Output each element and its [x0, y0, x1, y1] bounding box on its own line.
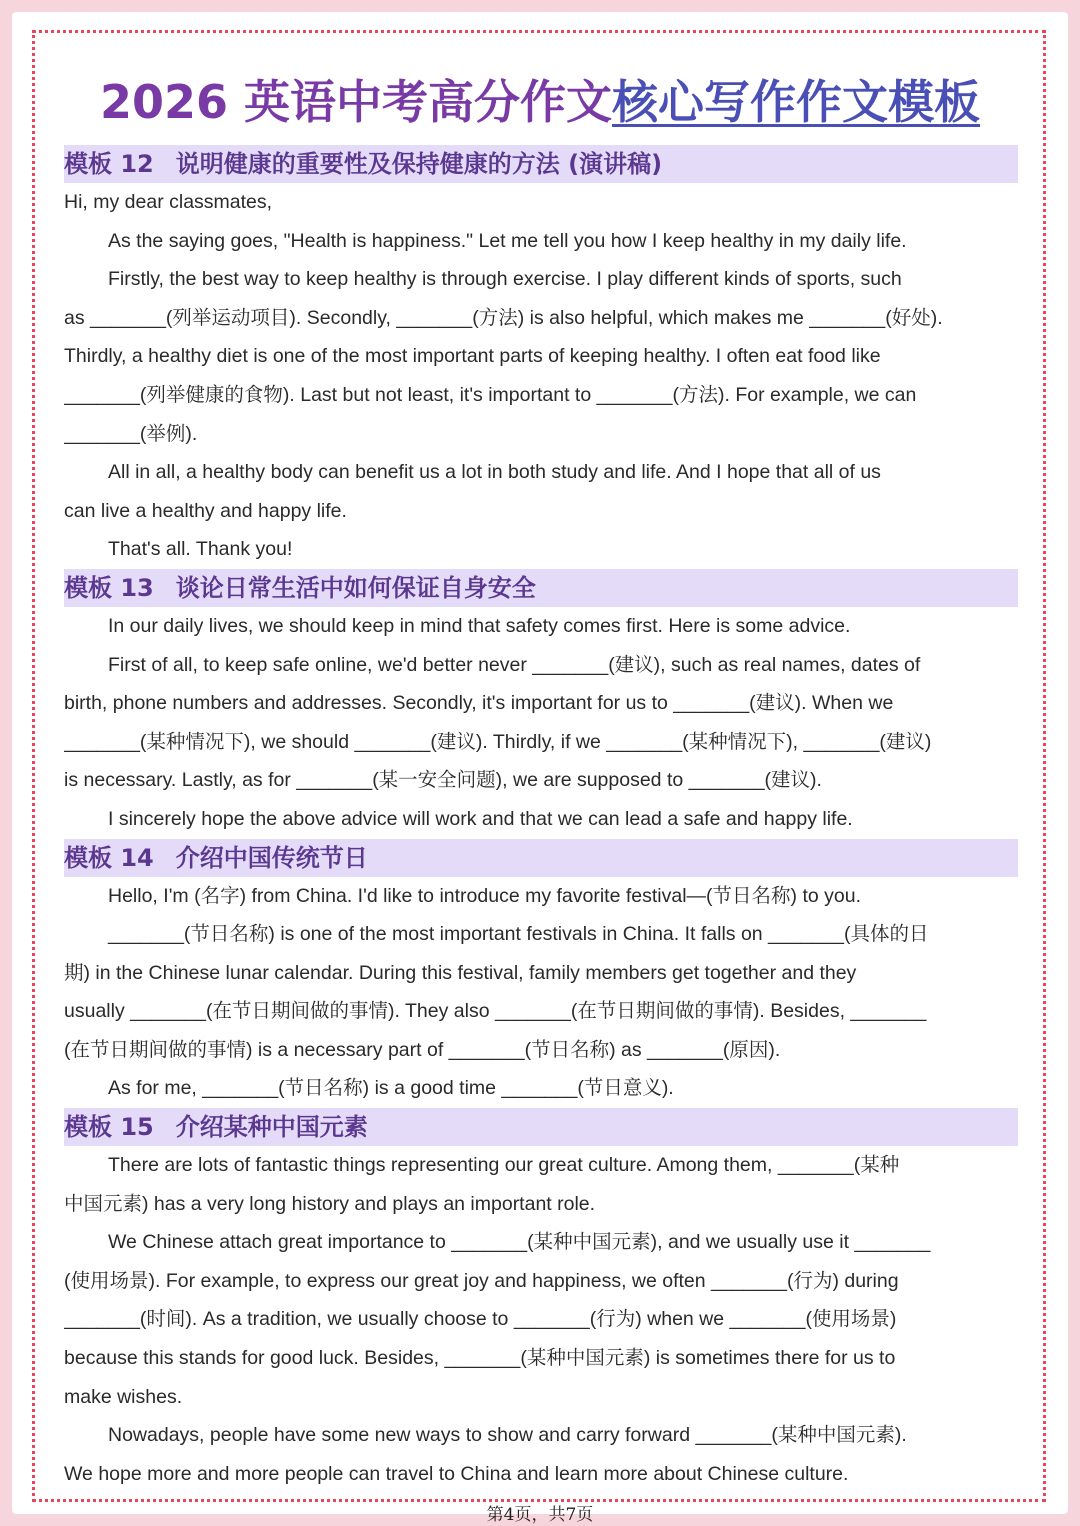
text-line: Nowadays, people have some new ways to show and carry forward _______(某种中国元素). — [108, 1424, 907, 1447]
text-line: Thirdly, a healthy diet is one of the most important parts of keeping healthy. I often eat food like — [64, 345, 881, 368]
text-line: We hope more and more people can travel to China and learn more about Chinese culture. — [64, 1462, 849, 1485]
text-line: I sincerely hope the above advice will work and that we can lead a safe and happy life. — [108, 807, 853, 830]
text-line: _______(列举健康的食物). Last but not least, it's important to _______(方法). For example, we can — [64, 383, 917, 406]
section-heading-12 — [64, 145, 1018, 183]
text-line: 期) in the Chinese lunar calendar. During this festival, family members get together and they — [64, 961, 857, 984]
text-line: make wishes. — [64, 1385, 183, 1408]
section-title: 谈论日常生活中如何保证自身安全 — [175, 573, 536, 602]
text-line: There are lots of fantastic things representing our great culture. Among them, _______(某种 — [108, 1154, 900, 1177]
text-line: because this stands for good luck. Besides, _______(某种中国元素) is sometimes there for us to — [64, 1347, 896, 1370]
text-line: As the saying goes, "Health is happiness." Let me tell you how I keep healthy in my daily life. — [108, 229, 907, 252]
section-title: 介绍某种中国元素 — [175, 1113, 368, 1142]
section-title: 说明健康的重要性及保持健康的方法 (演讲稿) — [175, 150, 663, 178]
text-line: as _______(列举运动项目). Secondly, _______(方法) is also helpful, which makes me _______(好处). — [64, 306, 943, 329]
text-line: _______(节日名称) is one of the most important festivals in China. It falls on _______(具体的日 — [108, 923, 929, 946]
text-line: birth, phone numbers and addresses. Secondly, it's important for us to _______(建议). When we — [64, 692, 894, 715]
text-line: _______(举例). — [64, 422, 198, 445]
section-heading-15 — [64, 1108, 1018, 1146]
section-label: 模板 15 — [64, 1113, 154, 1142]
text-line: (在节日期间做的事情) is a necessary part of _______(节日名称) as _______(原因). — [64, 1038, 781, 1061]
text-line: _______(某种情况下), we should _______(建议). Thirdly, if we _______(某种情况下), _______(建议) — [64, 730, 932, 753]
section-label: 模板 14 — [64, 843, 154, 872]
page-title — [0, 70, 1080, 134]
text-line: Firstly, the best way to keep healthy is through exercise. I play different kinds of sports, such — [108, 268, 902, 291]
section-label: 模板 12 — [64, 150, 154, 178]
text-line: That's all. Thank you! — [108, 538, 293, 561]
text-line: We Chinese attach great importance to _______(某种中国元素), and we usually use it _______ — [108, 1231, 931, 1254]
section-title: 介绍中国传统节日 — [175, 843, 368, 872]
text-line: Hello, I'm (名字) from China. I'd like to introduce my favorite festival—(节日名称) to you. — [108, 884, 861, 907]
section-heading-13 — [64, 569, 1018, 607]
text-line: As for me, _______(节日名称) is a good time _______(节日意义). — [108, 1077, 674, 1100]
text-line: 中国元素) has a very long history and plays an important role. — [64, 1192, 596, 1215]
text-line: is necessary. Lastly, as for _______(某一安全问题), we are supposed to _______(建议). — [64, 769, 822, 792]
text-line: First of all, to keep safe online, we'd better never _______(建议), such as real names, dates of — [108, 653, 921, 676]
page-number: 第4页，共7页 — [486, 1505, 594, 1525]
text-line: In our daily lives, we should keep in mind that safety comes first. Here is some advice. — [108, 614, 851, 637]
text-line: usually _______(在节日期间做的事情). They also _______(在节日期间做的事情). Besides, _______ — [64, 1000, 927, 1023]
text-line: All in all, a healthy body can benefit us a lot in both study and life. And I hope that all of us — [108, 461, 881, 484]
text-line: Hi, my dear classmates, — [64, 191, 273, 213]
document-body — [64, 145, 1018, 1493]
title-part-2: 核心写作作文模板 — [612, 75, 981, 129]
section-heading-14 — [64, 839, 1018, 877]
section-label: 模板 13 — [64, 573, 154, 602]
text-line: _______(时间). As a tradition, we usually choose to _______(行为) when we _______(使用场景) — [64, 1308, 897, 1331]
title-part-1: 2026 英语中考高分作文 — [99, 75, 613, 129]
text-line: (使用场景). For example, to express our great joy and happiness, we often _______(行为) during — [64, 1269, 899, 1292]
text-line: can live a healthy and happy life. — [64, 499, 347, 522]
